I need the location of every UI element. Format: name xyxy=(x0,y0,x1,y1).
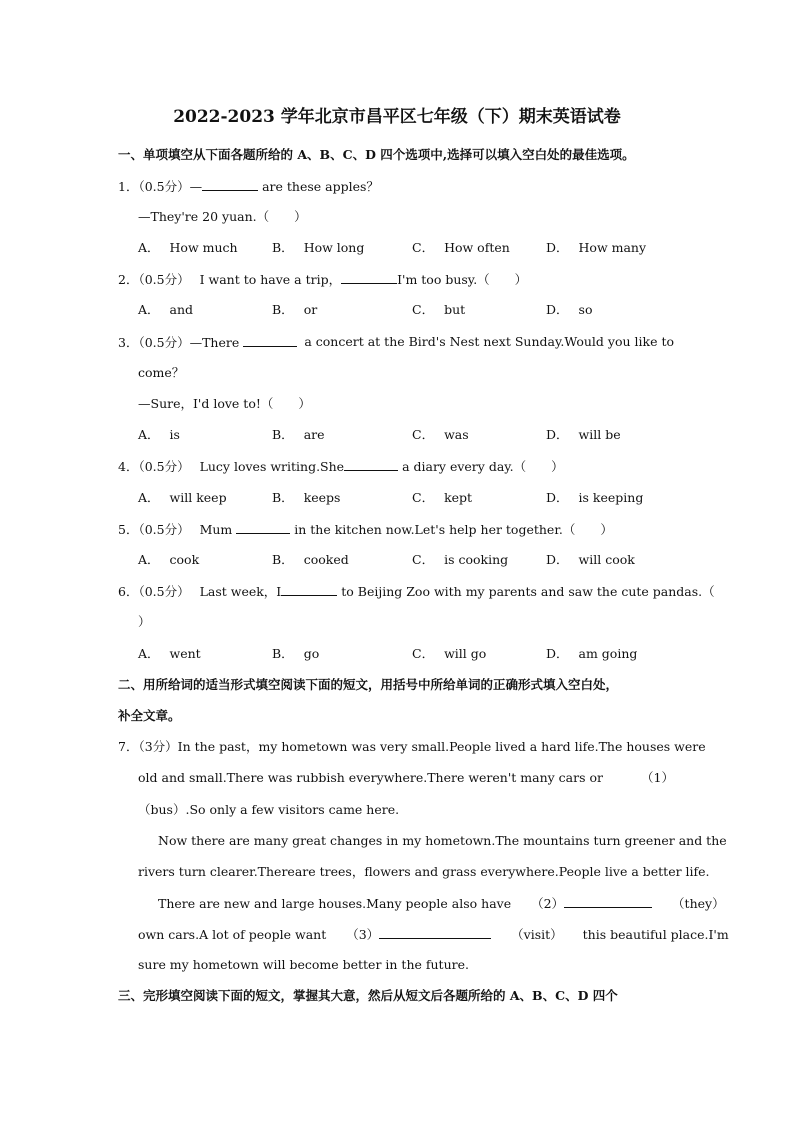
question-number: 2． xyxy=(118,272,139,287)
question-3-line3: —Sure，I'd love to!（ ） xyxy=(138,396,311,411)
question-6-line1 xyxy=(118,583,715,600)
question-number: 6． xyxy=(118,584,139,599)
passage-paragraph2-line2: rivers turn clearer.Thereare trees，flowers and grass everywhere.People live a better life. xyxy=(138,864,710,879)
question-text: I want to have a trip， xyxy=(199,272,342,287)
question-score: （0.5分） xyxy=(138,272,190,287)
passage-text: There are new and large houses.Many people also have xyxy=(158,896,512,911)
question-1-line2: —They're 20 yuan.（ ） xyxy=(138,209,307,224)
answer-blank[interactable] xyxy=(379,926,491,939)
question-text: a concert at the Bird's Nest next Sunday.Would you like to xyxy=(304,334,674,349)
hint-word: （they） xyxy=(672,896,725,911)
question-score: （0.5分） xyxy=(138,335,190,350)
question-3-line1 xyxy=(118,334,674,351)
blank-number: （3） xyxy=(346,927,380,942)
answer-blank[interactable] xyxy=(243,334,297,347)
option-a[interactable]: A． How much xyxy=(138,240,238,255)
section3-heading: 三、完形填空阅读下面的短文，掌握其大意，然后从短文后各题所给的 A、B、C、D 四个 xyxy=(118,988,618,1003)
question-1-line1 xyxy=(118,178,379,195)
option-c[interactable]: C． but xyxy=(412,302,466,317)
passage-paragraph2-line1: Now there are many great changes in my hometown.The mountains turn greener and the xyxy=(158,833,727,848)
answer-blank[interactable] xyxy=(344,458,398,471)
question-text: Mum xyxy=(199,522,233,537)
passage-text: own cars.A lot of people want xyxy=(138,927,327,942)
question-number: 4． xyxy=(118,459,139,474)
question-text: are these apples？ xyxy=(262,179,379,194)
option-a[interactable]: A． is xyxy=(138,427,180,442)
option-c[interactable]: C． was xyxy=(412,427,469,442)
option-c[interactable]: C． How often xyxy=(412,240,510,255)
option-b[interactable]: B． keeps xyxy=(272,490,341,505)
option-c[interactable]: C． is cooking xyxy=(412,552,509,567)
question-text: Last week，I xyxy=(199,584,282,599)
question-score: （0.5分） xyxy=(138,459,190,474)
question-number: 5． xyxy=(118,522,139,537)
question-4-line1 xyxy=(118,458,564,475)
option-b[interactable]: B． go xyxy=(272,646,320,661)
section2-heading-line2: 补全文章。 xyxy=(118,708,181,723)
option-b[interactable]: B． are xyxy=(272,427,325,442)
question-7-line3: （bus）.So only a few visitors came here. xyxy=(138,802,400,817)
option-a[interactable]: A． went xyxy=(138,646,201,661)
question-5-line1 xyxy=(118,521,613,538)
question-number: 7． xyxy=(118,739,139,754)
question-number: 1． xyxy=(118,179,139,194)
option-d[interactable]: D． will be xyxy=(546,427,621,442)
passage-text: In the past，my hometown was very small.People lived a hard life.The houses were xyxy=(177,739,706,754)
answer-blank[interactable] xyxy=(341,271,397,284)
option-d[interactable]: D． is keeping xyxy=(546,490,644,505)
answer-blank[interactable] xyxy=(202,178,258,191)
passage-text: old and small.There was rubbish everywhere.There weren't many cars or xyxy=(138,770,603,785)
answer-blank[interactable] xyxy=(564,895,652,908)
option-c[interactable]: C． will go xyxy=(412,646,487,661)
page-title: 2022-2023 学年北京市昌平区七年级（下）期末英语试卷 xyxy=(173,107,621,127)
option-b[interactable]: B． or xyxy=(272,302,318,317)
option-b[interactable]: B． cooked xyxy=(272,552,349,567)
option-b[interactable]: B． How long xyxy=(272,240,365,255)
option-d[interactable]: D． so xyxy=(546,302,593,317)
question-2-line1 xyxy=(118,271,527,288)
hint-word: （visit） xyxy=(511,927,563,942)
option-d[interactable]: D． am going xyxy=(546,646,638,661)
question-text: — xyxy=(189,179,203,194)
question-3-line2: come？ xyxy=(138,365,185,380)
passage-paragraph3-line1 xyxy=(158,895,725,912)
answer-blank[interactable] xyxy=(281,583,337,596)
question-score: （3分） xyxy=(138,739,178,754)
passage-text: this beautiful place.I'm xyxy=(582,927,729,942)
question-text: Lucy loves writing.She xyxy=(199,459,345,474)
question-7-line1 xyxy=(118,739,706,755)
option-a[interactable]: A． will keep xyxy=(138,490,227,505)
option-a[interactable]: A． cook xyxy=(138,552,200,567)
question-score: （0.5分） xyxy=(138,522,190,537)
answer-blank[interactable] xyxy=(236,521,290,534)
option-c[interactable]: C． kept xyxy=(412,490,473,505)
option-d[interactable]: D． will cook xyxy=(546,552,635,567)
question-text: in the kitchen now.Let's help her together.（ ） xyxy=(294,522,613,537)
question-6-line2: ） xyxy=(138,614,151,629)
blank-number: （2） xyxy=(531,896,565,911)
option-a[interactable]: A． and xyxy=(138,302,194,317)
blank-number: （1） xyxy=(641,770,674,785)
section2-heading-line1: 二、用所给词的适当形式填空阅读下面的短文，用括号中所给单词的正确形式填入空白处， xyxy=(118,677,619,692)
passage-paragraph3-line3: sure my hometown will become better in the future. xyxy=(138,957,469,972)
question-text: a diary every day.（ ） xyxy=(402,459,564,474)
question-number: 3． xyxy=(118,335,139,350)
question-text: to Beijing Zoo with my parents and saw the cute pandas.（ xyxy=(341,584,715,599)
question-text: I'm too busy.（ ） xyxy=(397,272,528,287)
question-7-line2 xyxy=(138,770,674,786)
question-score: （0.5分） xyxy=(138,179,190,194)
section1-heading: 一、单项填空从下面各题所给的 A、B、C、D 四个选项中,选择可以填入空白处的最佳选项。 xyxy=(118,147,635,162)
question-text: —There xyxy=(189,335,240,350)
passage-paragraph3-line2 xyxy=(138,926,729,943)
option-d[interactable]: D． How many xyxy=(546,240,647,255)
question-score: （0.5分） xyxy=(138,584,190,599)
